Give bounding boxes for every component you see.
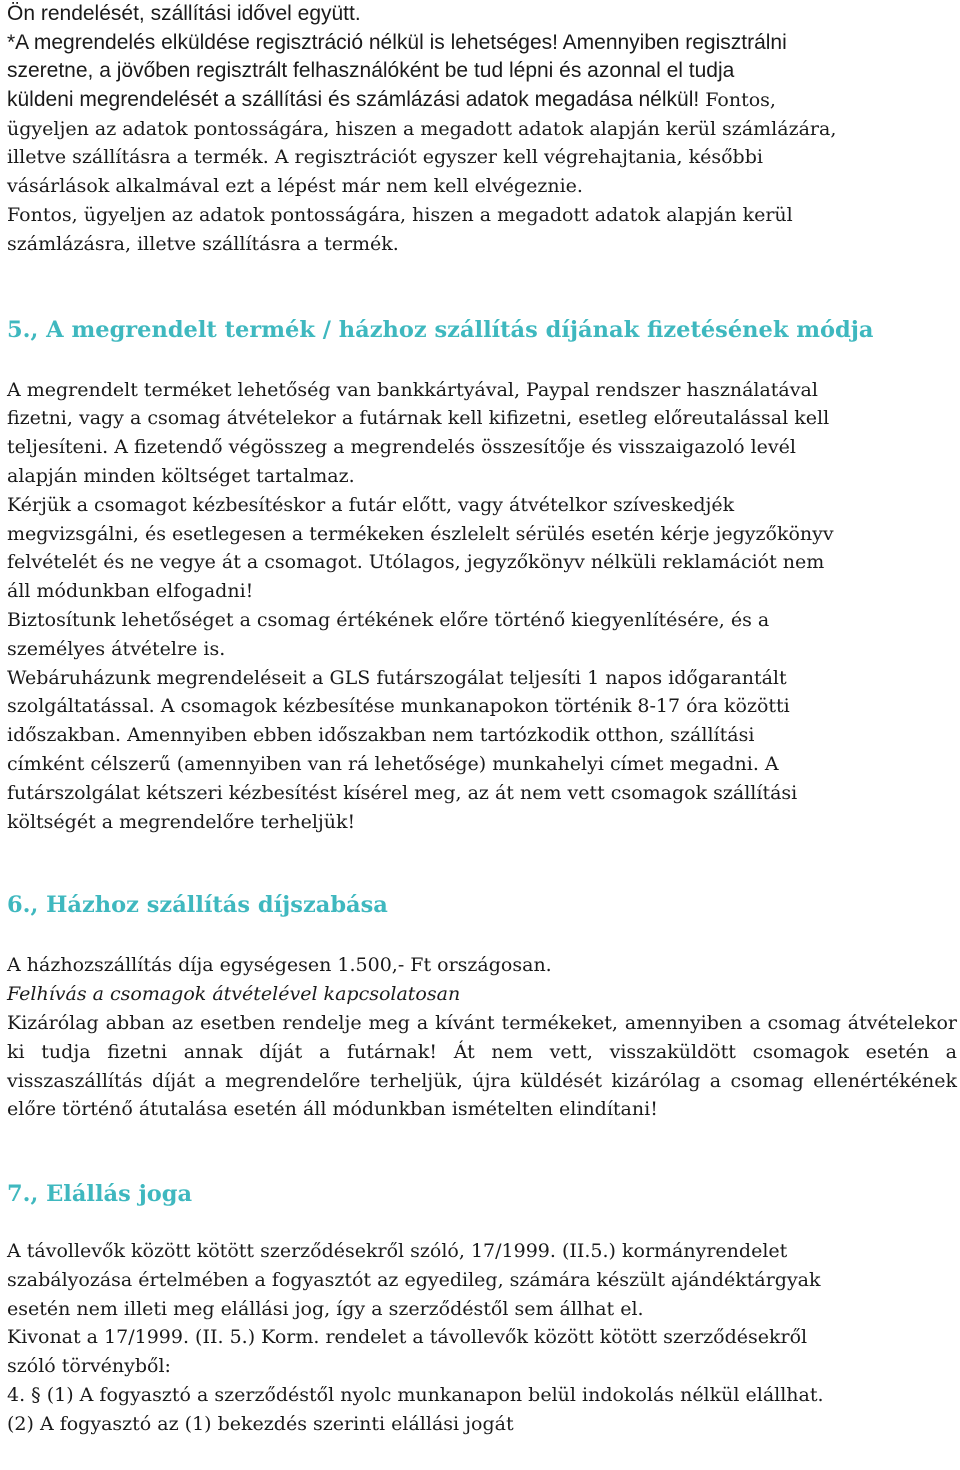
section-5-heading: 5., A megrendelt termék / házhoz szállítás díjának fizetésének módja bbox=[7, 316, 874, 343]
section-5-line: alapján minden költséget tartalmaz. bbox=[7, 464, 355, 487]
section-5-line: Webáruházunk megrendeléseit a GLS futárszogálat teljesíti 1 napos időgarantált bbox=[7, 666, 787, 689]
section-5-line: megvizsgálni, és esetlegesen a termékeken észlelelt sérülés esetén kérje jegyzőkönyv bbox=[7, 522, 834, 545]
section-5-line: áll módunkban elfogadni! bbox=[7, 580, 254, 603]
intro-line: Ön rendelését, szállítási idővel együtt. bbox=[7, 2, 361, 25]
section-7-heading: 7., Elállás joga bbox=[7, 1181, 193, 1208]
section-7-line: (2) A fogyasztó az (1) bekezdés szerinti elállási jogát bbox=[7, 1412, 514, 1435]
intro-line-serif: Fontos, bbox=[699, 88, 776, 111]
section-7-line: 4. § (1) A fogyasztó a szerződéstől nyolc munkanapon belül indokolás nélkül elállhat. bbox=[7, 1384, 824, 1407]
section-7-line: A távollevők között kötött szerződésekről szóló, 17/1999. (II.5.) kormányrendelet bbox=[7, 1240, 788, 1263]
intro-tail-text bbox=[7, 115, 957, 259]
section-7-line: szabályozása értelmében a fogyasztót az egyedileg, számára készült ajándéktárgyak bbox=[7, 1268, 821, 1291]
section-6-price: A házhozszállítás díja egységesen 1.500,- Ft országosan. bbox=[7, 954, 552, 977]
intro-line: *A megrendelés elküldése regisztráció nélkül is lehetséges! Amennyiben regisztrálni bbox=[7, 30, 787, 54]
intro-tail-line: ügyeljen az adatok pontosságára, hiszen a megadott adatok alapján kerül számlázára, bbox=[7, 117, 837, 140]
intro-tail-line: számlázásra, illetve szállításra a termék. bbox=[7, 232, 399, 255]
intro-line: szeretne, a jövőben regisztrált felhasználóként be tud lépni és azonnal el tudja bbox=[7, 59, 735, 83]
section-7-line: szóló törvényből: bbox=[7, 1355, 171, 1378]
intro-block bbox=[7, 0, 957, 259]
document-page bbox=[7, 0, 957, 1439]
intro-tail-line: illetve szállításra a termék. A regisztrációt egyszer kell végrehajtania, későbbi bbox=[7, 146, 763, 169]
section-6-notice-title: Felhívás a csomagok átvételével kapcsolatosan bbox=[7, 983, 461, 1006]
section-5-line: szolgáltatással. A csomagok kézbesítése munkanapokon történik 8-17 óra közötti bbox=[7, 695, 790, 718]
section-5-line: címként célszerű (amennyiben van rá lehetősége) munkahelyi címet megadni. A bbox=[7, 752, 779, 775]
section-5-line: A megrendelt terméket lehetőség van bankkártyával, Paypal rendszer használatával bbox=[7, 378, 818, 401]
section-5-line: Biztosítunk lehetőséget a csomag értékének előre történő kiegyenlítésére, és a bbox=[7, 608, 770, 631]
section-5-line: teljesíteni. A fizetendő végösszeg a megrendelés összesítője és visszaigazoló levél bbox=[7, 436, 796, 459]
section-5-line: futárszolgálat kétszeri kézbesítést kísérel meg, az át nem vett csomagok szállítási bbox=[7, 781, 798, 804]
section-5-body bbox=[7, 376, 957, 837]
section-6-notice-text: Kizárólag abban az esetben rendelje meg a kívánt termékeket, amennyiben a csomag átvételekor ki tudja fizetni annak díját a futárnak! Át nem vett, visszaküldött csomagok esetén a visszaszállítás díját a megrendelőre terheljük, újra küldését kizárólag a csomag ellenértékének előre történő átutalása esetén áll módunkban ismételten elindítani! bbox=[7, 1011, 957, 1121]
section-5-line: fizetni, vagy a csomag átvételekor a futárnak kell kifizetni, esetleg előreutalással kell bbox=[7, 407, 830, 430]
section-7-line: esetén nem illeti meg elállási jog, így a szerződéstől sem állhat el. bbox=[7, 1297, 644, 1320]
intro-line-sans: küldeni megrendelését a szállítási és számlázási adatok megadása nélkül! bbox=[7, 87, 700, 111]
intro-tail-line: Fontos, ügyeljen az adatok pontosságára, hiszen a megadott adatok alapján kerül bbox=[7, 203, 793, 226]
section-6-heading: 6., Házhoz szállítás díjszabása bbox=[7, 892, 388, 919]
section-7-body bbox=[7, 1237, 957, 1439]
section-5-line: időszakban. Amennyiben ebben időszakban nem tartózkodik otthon, szállítási bbox=[7, 724, 755, 747]
intro-line-mixed bbox=[7, 86, 957, 115]
section-7-line: Kivonat a 17/1999. (II. 5.) Korm. rendelet a távollevők között kötött szerződésekről bbox=[7, 1326, 808, 1349]
section-5-line: felvételét és ne vegye át a csomagot. Utólagos, jegyzőkönyv nélküli reklamációt nem bbox=[7, 551, 825, 574]
section-5-line: Kérjük a csomagot kézbesítéskor a futár előtt, vagy átvételkor szíveskedjék bbox=[7, 493, 735, 516]
section-5-line: személyes átvételre is. bbox=[7, 637, 226, 660]
section-5-line: költségét a megrendelőre terheljük! bbox=[7, 810, 356, 833]
intro-tail-line: vásárlások alkalmával ezt a lépést már nem kell elvégeznie. bbox=[7, 175, 583, 198]
intro-text bbox=[7, 0, 957, 115]
